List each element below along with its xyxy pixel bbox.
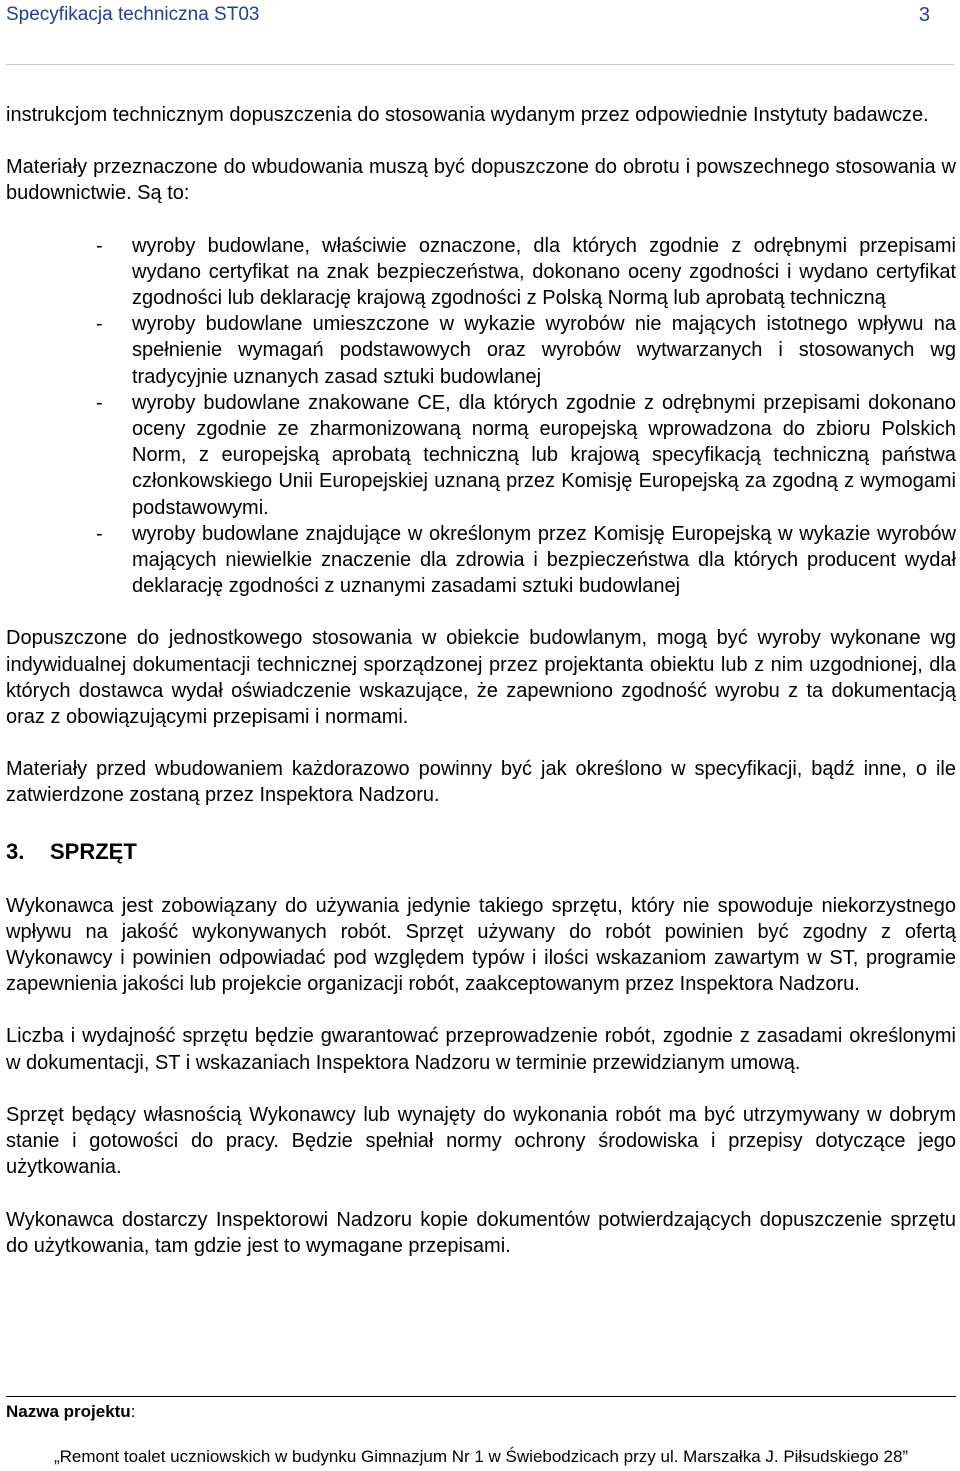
list-dash: - <box>96 234 103 257</box>
list-dash: - <box>96 391 103 414</box>
footer-label-colon: : <box>130 1402 136 1421</box>
section-title: SPRZĘT <box>50 838 137 864</box>
header-title: Specyfikacja techniczna ST03 <box>6 4 260 25</box>
section-heading <box>6 837 956 867</box>
list-dash: - <box>96 313 103 336</box>
list-item <box>6 311 956 390</box>
page-header <box>6 2 954 32</box>
paragraph-equipment-2: Liczba i wydajność sprzętu będzie gwarantować przeprowadzenie robót, zgodnie z zasadami określonymi w dokumentacji, ST i wskazaniach Inspektora Nadzoru w terminie przewidzianym umową. <box>6 1025 956 1074</box>
footer-project-name: „Remont toalet uczniowskich w budynku Gimnazjum Nr 1 w Świebodzicach przy ul. Marszałka J. Piłsudskiego 28” <box>53 1447 909 1466</box>
list-item <box>6 521 956 600</box>
paragraph-individual-use: Dopuszczone do jednostkowego stosowania w obiekcie budowlanym, mogą być wyroby wykonane wg indywidualnej dokumentacji technicznej sporządzonej przez projektanta obiektu lub z nim uzgodnionej, dla których dostawca wydał oświadczenie wskazujące, że zapewniono zgodność wyrobu z ta dokumentacją oraz z obowiązującymi przepisami i normami. <box>6 627 956 729</box>
list-item <box>6 233 956 312</box>
list-item <box>6 390 956 521</box>
paragraph-equipment-4: Wykonawca dostarczy Inspektorowi Nadzoru kopie dokumentów potwierdzających dopuszczenie sprzętu do użytkowania, tam gdzie jest to wymagane przepisami. <box>6 1208 956 1257</box>
paragraph-equipment-3: Sprzęt będący własnością Wykonawcy lub wynajęty do wykonania robót ma być utrzymywany w dobrym stanie i gotowości do pracy. Będzie spełniał normy ochrony środowiska i przepisy dotyczące jego użytkowania. <box>6 1103 956 1179</box>
footer-label-text: Nazwa projektu <box>6 1402 131 1421</box>
footer-label <box>6 1400 135 1424</box>
list-item-text: wyroby budowlane umieszczone w wykazie wyrobów nie mających istotnego wpływu na spełnienie wymagań podstawowych oraz wyrobów wytwarzanych i stosowanych wg tradycyjnie uznanych zasad sztuki budowlanej <box>132 313 956 388</box>
document-body <box>6 102 956 1259</box>
header-divider <box>6 64 954 65</box>
list-item-text: wyroby budowlane znajdujące w określonym przez Komisję Europejską w wykazie wyrobów mających niewielkie znaczenie dla zdrowia i bezpieczeństwa dla których producent wydał deklarację zgodności z uznanymi zasadami sztuki budowlanej <box>132 522 956 598</box>
materials-list <box>6 233 956 600</box>
page-number: 3 <box>918 4 930 26</box>
list-item-text: wyroby budowlane znakowane CE, dla których zgodnie z odrębnymi przepisami dokonano oceny zgodnie ze zharmonizowaną normą europejską wprowadzona do zbioru Polskich Norm, z europejską aprobatą techniczną lub krajową specyfikacją techniczną państwa członkowskiego Unii Europejskiej uznaną przez Komisję Europejską za zgodną z wymogami podstawowymi. <box>132 391 956 519</box>
paragraph-intro-continuation: instrukcjom technicznym dopuszczenia do stosowania wydanym przez odpowiednie Instytuty badawcze. <box>6 104 929 126</box>
paragraph-materials: Materiały przeznaczone do wbudowania muszą być dopuszczone do obrotu i powszechnego stosowania w budownictwie. Są to: <box>6 156 956 205</box>
list-dash: - <box>96 522 103 545</box>
section-number: 3. <box>6 838 25 864</box>
paragraph-equipment-1: Wykonawca jest zobowiązany do używania jedynie takiego sprzętu, który nie spowoduje niekorzystnego wpływu na jakość wykonywanych robót. Sprzęt używany do robót powinien być zgodny z ofertą Wykonawcy i powinien odpowiadać pod względem typów i ilości wskazaniom zawartym w ST, programie zapewnienia jakości lub projekcie organizacji robót, zaakceptowanym przez Inspektora Nadzoru. <box>6 894 956 996</box>
footer-divider <box>6 1396 956 1397</box>
list-item-text: wyroby budowlane, właściwie oznaczone, dla których zgodnie z odrębnymi przepisami wydano certyfikat na znak bezpieczeństwa, dokonano oceny zgodności i wydano certyfikat zgodności lub deklarację krajową zgodności z Polską Normą lub aprobatą techniczną <box>132 234 956 310</box>
paragraph-before-installation: Materiały przed wbudowaniem każdorazowo powinny być jak określono w specyfikacji, bądź inne, o ile zatwierdzone zostaną przez Inspektora Nadzoru. <box>6 758 956 807</box>
